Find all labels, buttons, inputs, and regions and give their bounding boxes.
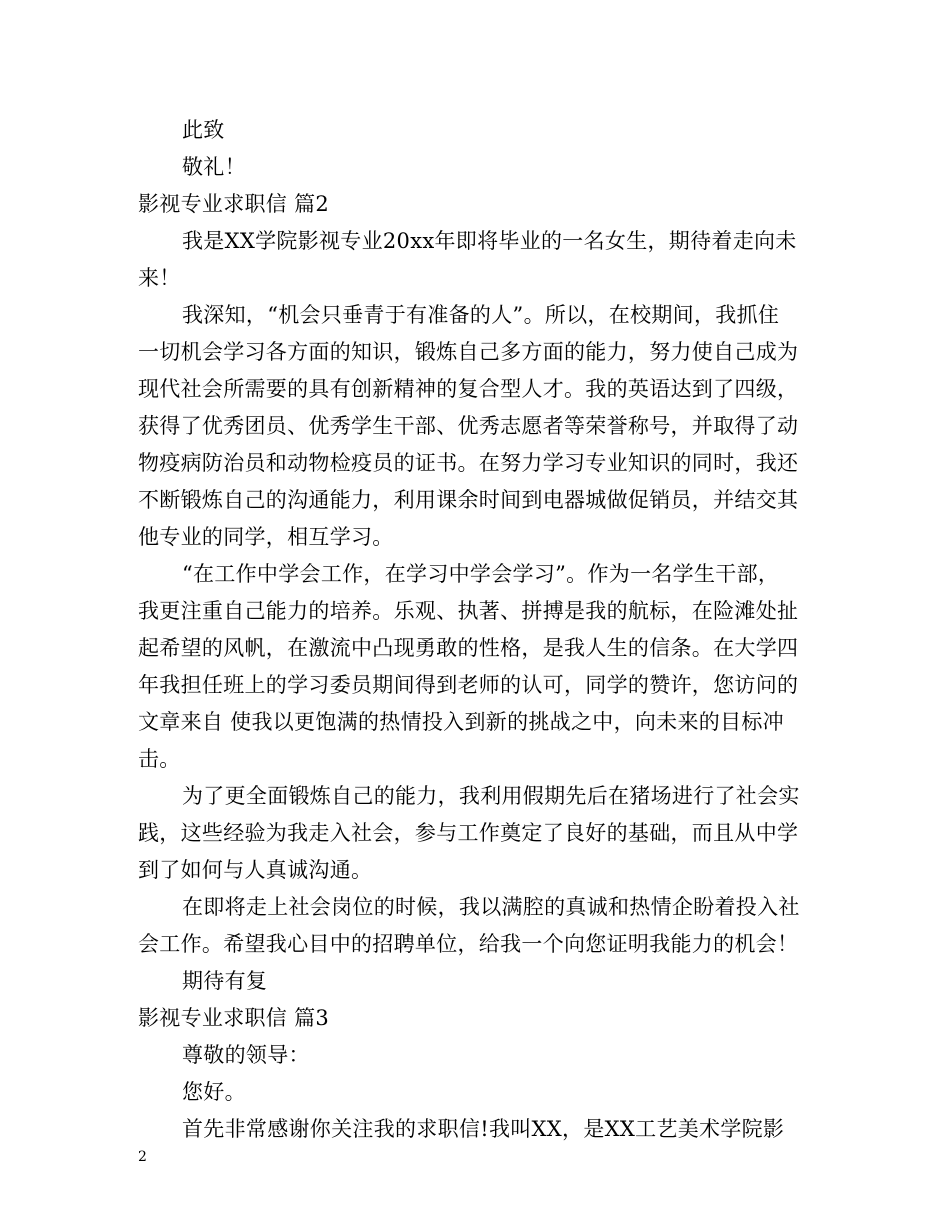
paragraph-line: 现代社会所需要的具有创新精神的复合型人才。我的英语达到了四级， xyxy=(138,377,799,401)
paragraph-line: 来！ xyxy=(138,266,181,290)
paragraph-line: 到了如何与人真诚沟通。 xyxy=(138,858,373,882)
paragraph-line: 物疫病防治员和动物检疫员的证书。在努力学习专业知识的同时，我还 xyxy=(138,451,799,475)
closing-line: 期待有复 xyxy=(182,969,268,993)
paragraph-line: 我是XX学院影视专业20xx年即将毕业的一名女生，期待着走向未 xyxy=(182,229,797,253)
paragraph-line: 他专业的同学，相互学习。 xyxy=(138,525,394,549)
paragraph-line: 起希望的风帆，在激流中凸现勇敢的性格，是我人生的信条。在大学四 xyxy=(138,636,799,660)
salutation-line: 尊敬的领导： xyxy=(182,1043,310,1067)
paragraph-line: 会工作。希望我心目中的招聘单位，给我一个向您证明我能力的机会！ xyxy=(138,932,799,956)
closing-line: 此致 xyxy=(182,118,225,142)
paragraph-line: 践，这些经验为我走入社会，参与工作奠定了良好的基础，而且从中学 xyxy=(138,821,799,845)
paragraph-line: 我深知，“机会只垂青于有准备的人”。所以，在校期间，我抓住 xyxy=(182,303,780,327)
paragraph-line: 我更注重自己能力的培养。乐观、执著、拼搏是我的航标，在险滩处扯 xyxy=(138,599,799,623)
paragraph-line: 击。 xyxy=(138,747,181,771)
section-heading: 影视专业求职信 篇3 xyxy=(138,1006,330,1030)
salutation-line: 敬礼！ xyxy=(182,155,246,179)
paragraph-line: 在即将走上社会岗位的时候，我以满腔的真诚和热情企盼着投入社 xyxy=(182,895,800,919)
page-number: 2 xyxy=(138,1149,147,1165)
paragraph-line: 获得了优秀团员、优秀学生干部、优秀志愿者等荣誉称号，并取得了动 xyxy=(138,414,799,438)
paragraph-line: 首先非常感谢你关注我的求职信!我叫XX，是XX工艺美术学院影 xyxy=(182,1117,785,1141)
greeting-line: 您好。 xyxy=(182,1080,246,1104)
paragraph-line: 文章来自 使我以更饱满的热情投入到新的挑战之中，向未来的目标冲 xyxy=(138,710,784,734)
section-heading: 影视专业求职信 篇2 xyxy=(138,192,330,216)
paragraph-line: 不断锻炼自己的沟通能力，利用课余时间到电器城做促销员，并结交其 xyxy=(138,488,799,512)
paragraph-line: “在工作中学会工作，在学习中学会学习”。作为一名学生干部， xyxy=(182,562,780,586)
paragraph-line: 年我担任班上的学习委员期间得到老师的认可，同学的赞许，您访问的 xyxy=(138,673,799,697)
paragraph-line: 一切机会学习各方面的知识，锻炼自己多方面的能力，努力使自己成为 xyxy=(138,340,799,364)
paragraph-line: 为了更全面锻炼自己的能力，我利用假期先后在猪场进行了社会实 xyxy=(182,784,800,808)
